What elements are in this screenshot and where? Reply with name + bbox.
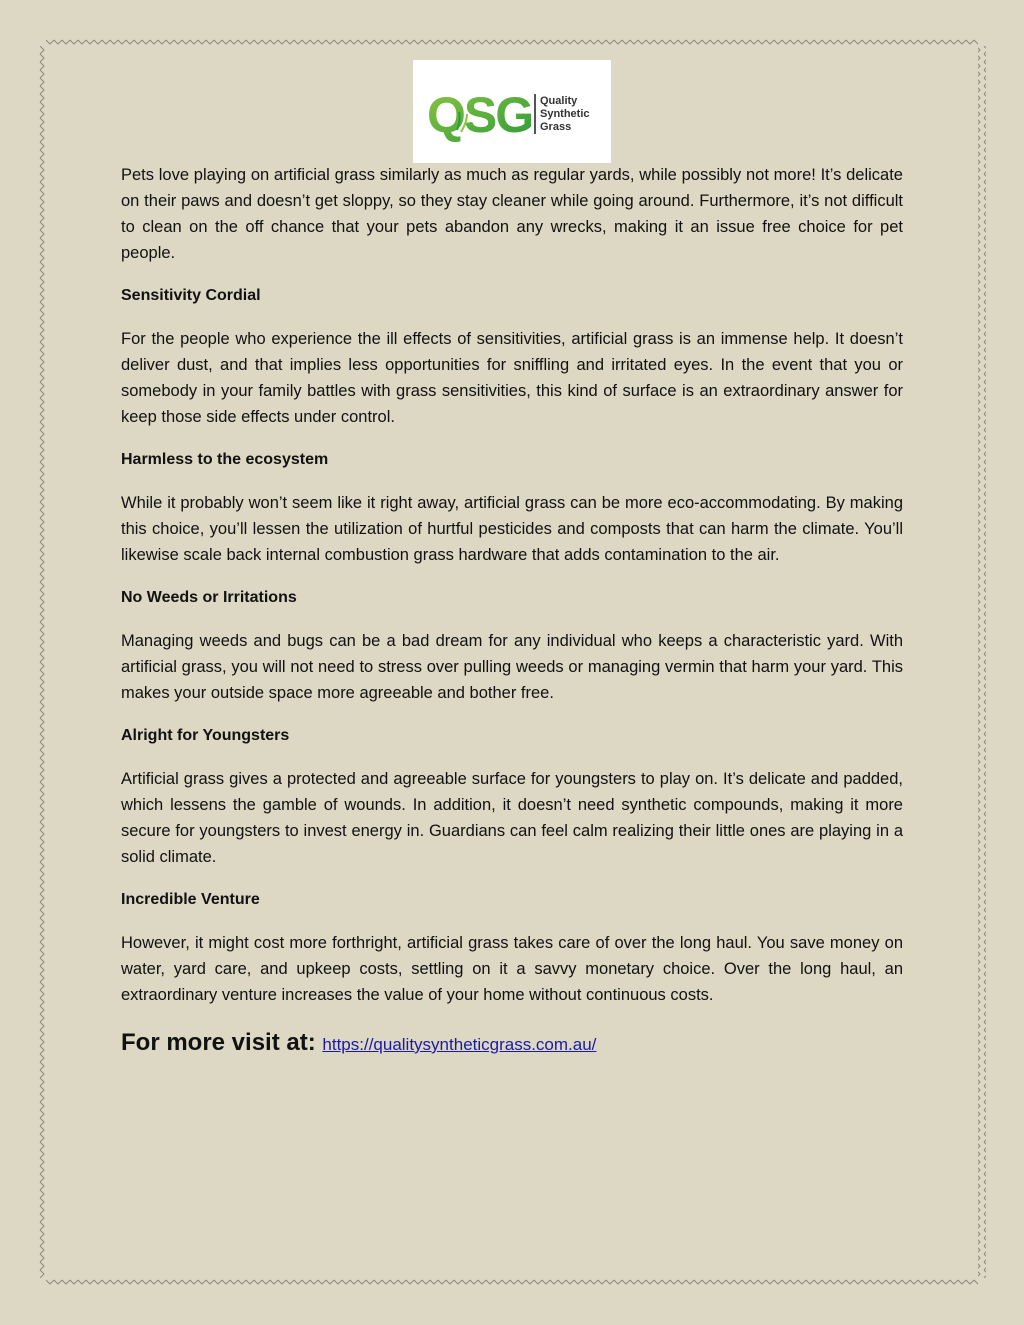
website-link[interactable]: https://qualitysyntheticgrass.com.au/	[322, 1035, 597, 1054]
visit-line	[121, 1025, 903, 1063]
section-paragraph: However, it might cost more forthright, artificial grass takes care of over the long haul. You save money on water, yard care, and upkeep costs, settling on it a savvy monetary choice. Over the long haul, an extraordinary venture increases the value of your home without continuous costs.	[121, 934, 903, 1004]
intro-paragraph: Pets love playing on artificial grass similarly as much as regular yards, while possibly not more! It’s delicate on their paws and doesn’t get sloppy, so they stay cleaner while going around. Furthermore, it’s not difficult to clean on the off chance that your pets abandon any wrecks, making it an issue free choice for pet people.	[121, 166, 903, 262]
section-heading: Alright for Youngsters	[121, 727, 290, 744]
company-logo	[413, 60, 611, 163]
section-paragraph: While it probably won’t seem like it right away, artificial grass can be more eco-accommodating. By making this choice, you’ll lessen the utilization of hurtful pesticides and composts that can harm the climate. You’ll likewise scale back internal combustion grass hardware that adds contamination to the air.	[121, 494, 903, 564]
section-heading: Harmless to the ecosystem	[121, 451, 329, 468]
section-venture	[121, 887, 903, 1008]
section-paragraph: Managing weeds and bugs can be a bad dream for any individual who keeps a characteristic yard. With artificial grass, you will not need to stress over pulling weeds or managing vermin that harm your yard. This makes your outside space more agreeable and bother free.	[121, 632, 903, 702]
section-paragraph: For the people who experience the ill effects of sensitivities, artificial grass is an immense help. It doesn’t deliver dust, and that implies less opportunities for sniffling and irritated eyes. In the event that you or somebody in your family battles with grass sensitivities, this kind of surface is an extraordinary answer for keep those side effects under control.	[121, 330, 903, 426]
section-youngsters	[121, 723, 903, 870]
article-body	[121, 162, 903, 1063]
visit-label: For more visit at:	[121, 1029, 316, 1056]
logo-line-3: Grass	[540, 121, 572, 133]
logo-line-2: Synthetic	[540, 108, 590, 120]
section-heading: Incredible Venture	[121, 891, 260, 908]
section-heading: Sensitivity Cordial	[121, 287, 261, 304]
logo-letters: QSG	[427, 87, 533, 143]
section-weeds	[121, 585, 903, 706]
section-paragraph: Artificial grass gives a protected and agreeable surface for youngsters to play on. It’s delicate and padded, which lessens the gamble of wounds. In addition, it doesn’t need synthetic compounds, making it more secure for youngsters to invest energy in. Guardians can feel calm realizing their little ones are playing in a solid climate.	[121, 770, 903, 866]
section-ecosystem	[121, 447, 903, 568]
section-sensitivity	[121, 283, 903, 430]
section-heading: No Weeds or Irritations	[121, 589, 297, 606]
logo-line-1: Quality	[540, 95, 578, 107]
